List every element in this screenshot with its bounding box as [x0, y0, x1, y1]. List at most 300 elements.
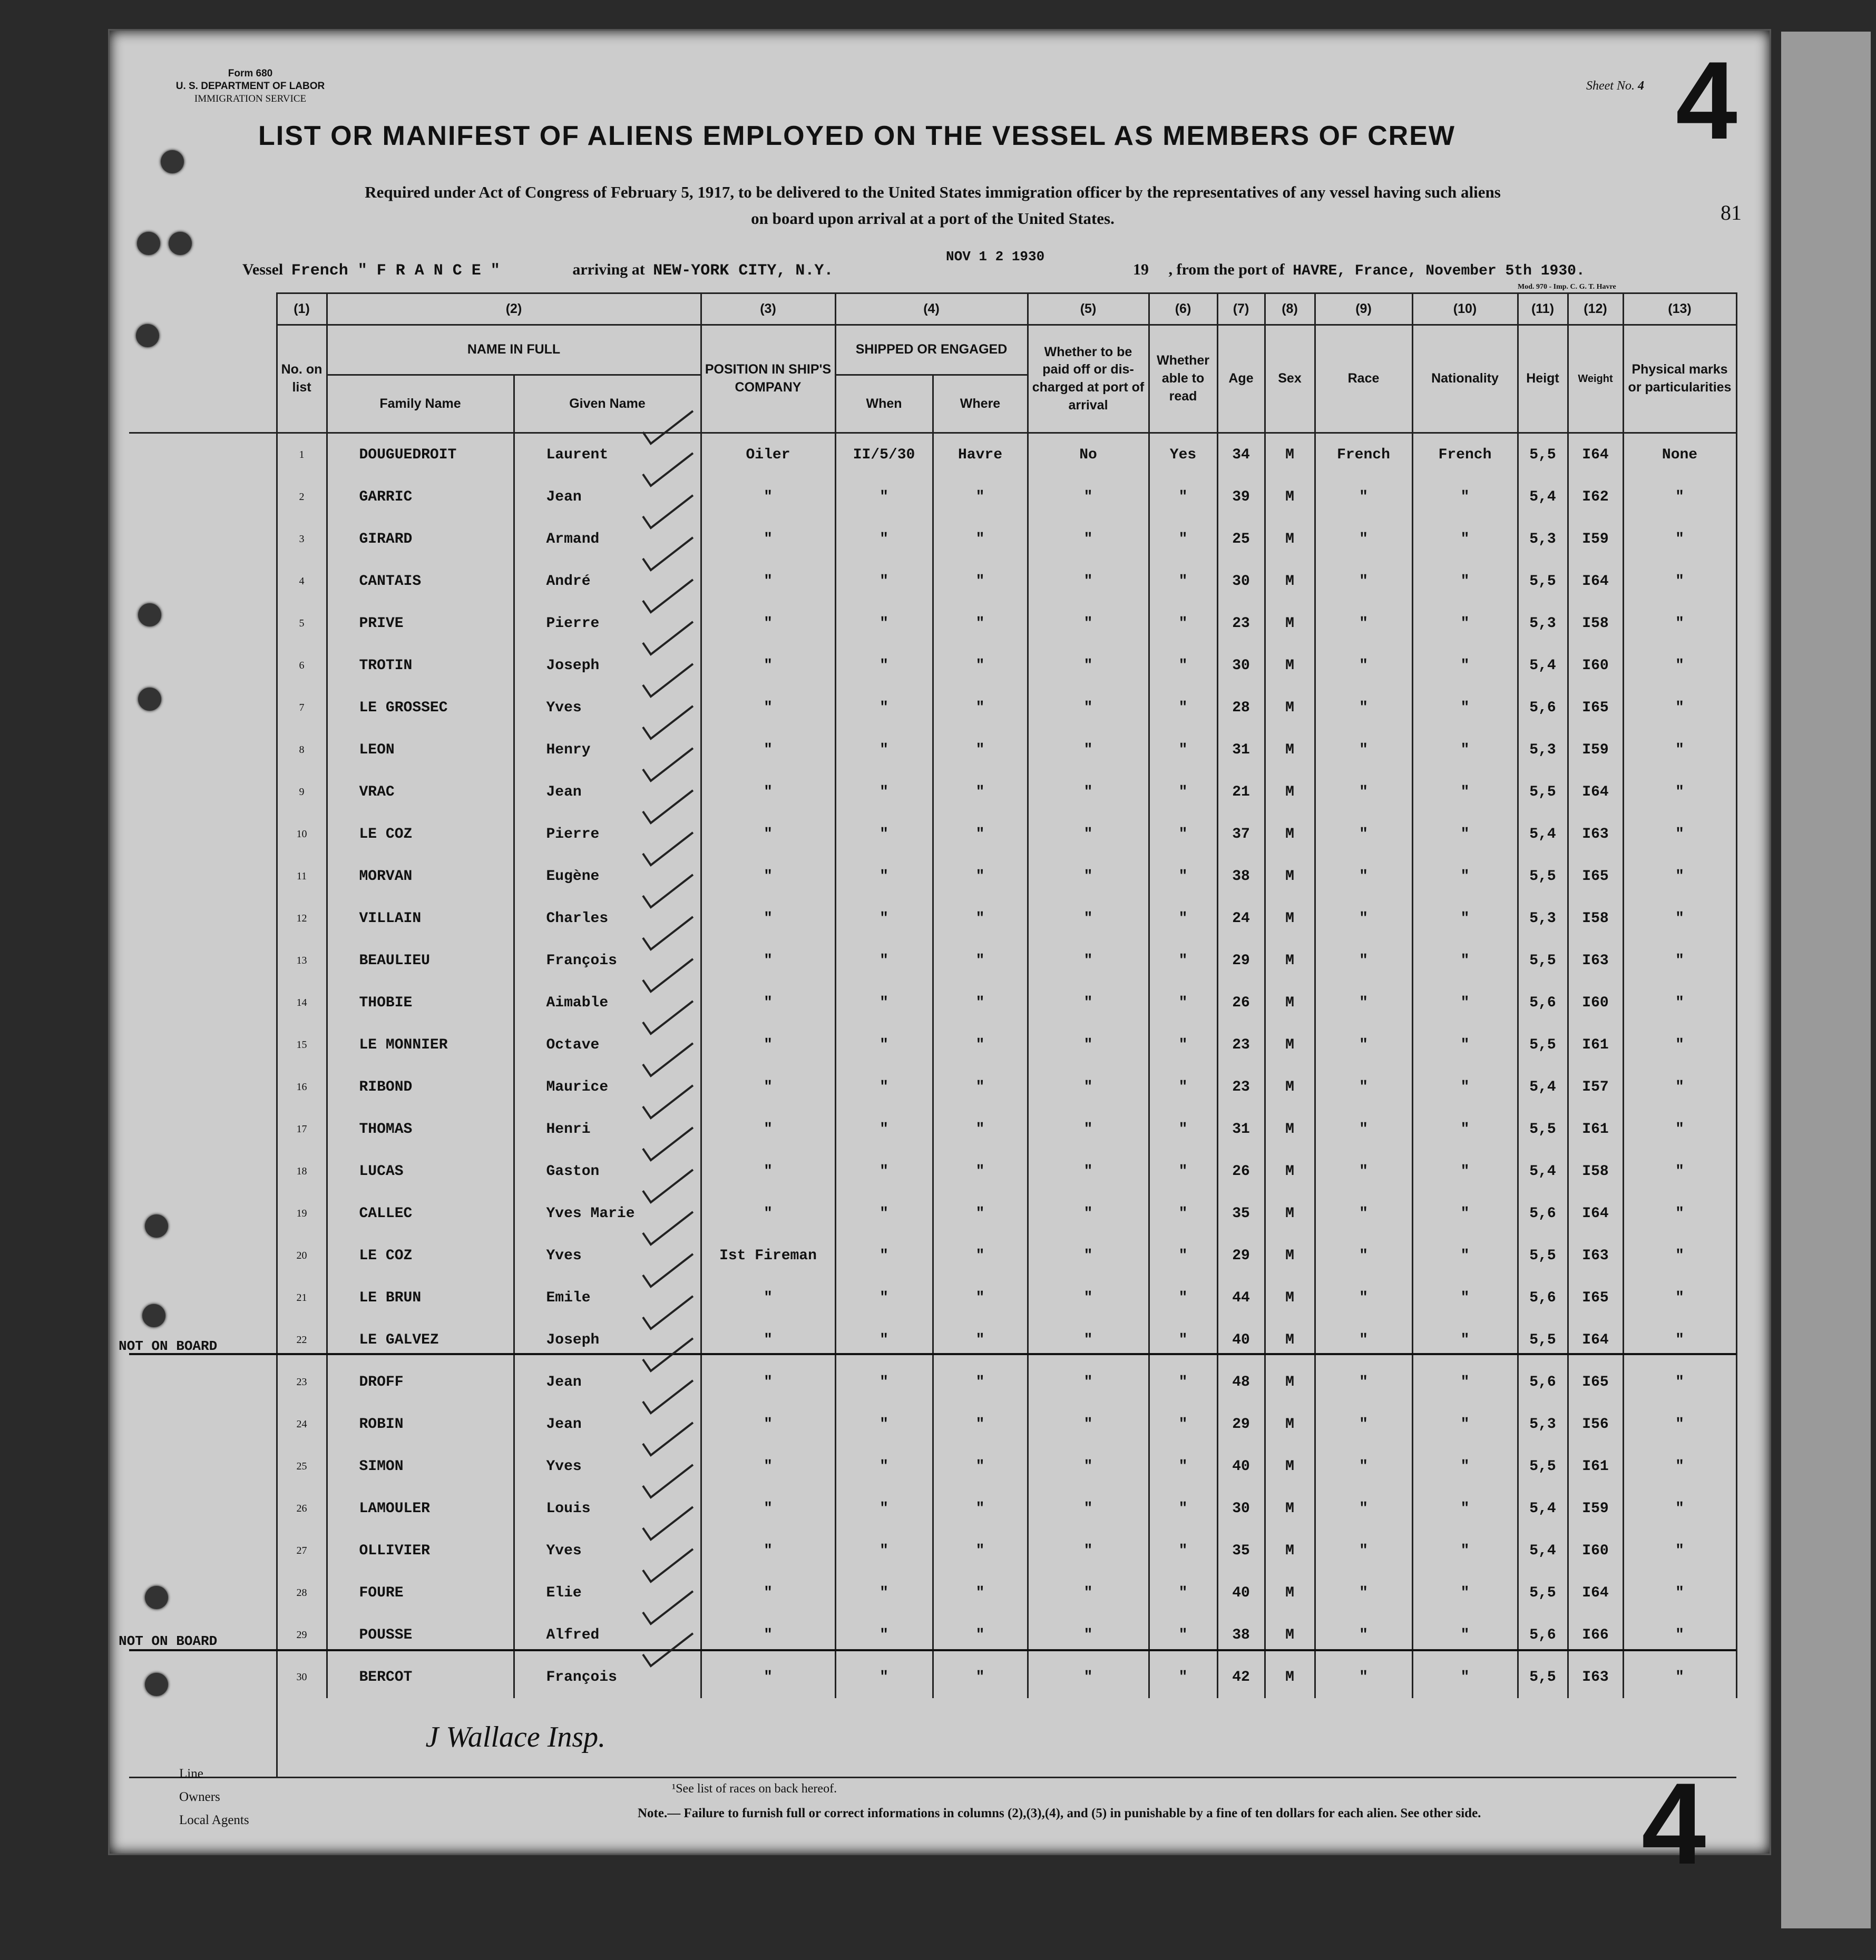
- checkmark: [643, 1380, 693, 1413]
- cell-race: ": [1315, 1530, 1412, 1572]
- cell-shipped-where: ": [933, 1024, 1028, 1066]
- margin-cell: [129, 687, 277, 729]
- cell-able-to-read: ": [1149, 1403, 1217, 1445]
- checkmark: [643, 832, 693, 865]
- table-row: [129, 1403, 1736, 1445]
- table-row: [129, 1150, 1736, 1192]
- cell-shipped-where: ": [933, 771, 1028, 813]
- vessel-value: French " F R A N C E ": [291, 262, 500, 280]
- table-row: [129, 1572, 1736, 1614]
- cell-age: 34: [1217, 433, 1265, 476]
- checkmark: [643, 917, 693, 949]
- cell-paid-off: ": [1028, 518, 1149, 560]
- table-row: [129, 1656, 1736, 1698]
- cell-race: ": [1315, 602, 1412, 644]
- cell-nationality: ": [1412, 1192, 1518, 1234]
- cell-family-name: CANTAIS: [327, 560, 514, 602]
- cell-nationality: ": [1412, 1234, 1518, 1277]
- cell-position: ": [701, 771, 835, 813]
- cell-race: ": [1315, 644, 1412, 687]
- table-row: [129, 897, 1736, 939]
- cell-shipped-when: ": [835, 813, 933, 855]
- footer-owners: Owners: [179, 1789, 220, 1804]
- cell-weight: I65: [1568, 1361, 1623, 1403]
- table-row: [129, 560, 1736, 602]
- cell-able-to-read: ": [1149, 982, 1217, 1024]
- cell-able-to-read: ": [1149, 855, 1217, 897]
- cell-shipped-when: ": [835, 1277, 933, 1319]
- cell-family-name: DOUGUEDROIT: [327, 433, 514, 476]
- cell-shipped-where: ": [933, 644, 1028, 687]
- table-row: [129, 1066, 1736, 1108]
- cell-position: ": [701, 1361, 835, 1403]
- table-row: [129, 982, 1736, 1024]
- cell-sex: M: [1265, 602, 1315, 644]
- page-title: LIST OR MANIFEST OF ALIENS EMPLOYED ON THE VESSEL AS MEMBERS OF CREW: [258, 121, 1455, 151]
- col-12-number: (12): [1568, 293, 1623, 325]
- cell-weight: I65: [1568, 855, 1623, 897]
- subtitle-line-2: on board upon arrival at a port of the United States.: [751, 209, 1115, 228]
- cell-age: 30: [1217, 644, 1265, 687]
- cell-able-to-read: ": [1149, 1530, 1217, 1572]
- cell-paid-off: No: [1028, 433, 1149, 476]
- cell-physical-marks: ": [1623, 771, 1736, 813]
- header-shipped: SHIPPED OR ENGAGED: [835, 325, 1028, 375]
- cell-given-name: Yves Marie: [514, 1192, 701, 1234]
- cell-given-name: Yves: [514, 1530, 701, 1572]
- col-11-number: (11): [1518, 293, 1568, 325]
- cell-able-to-read: ": [1149, 771, 1217, 813]
- cell-race: ": [1315, 1445, 1412, 1487]
- cell-paid-off: ": [1028, 1656, 1149, 1698]
- cell-shipped-where: ": [933, 1572, 1028, 1614]
- cell-no: 13: [277, 939, 327, 982]
- cell-shipped-where: ": [933, 1192, 1028, 1234]
- cell-age: 23: [1217, 1066, 1265, 1108]
- checkmark: [643, 537, 693, 570]
- cell-no: 20: [277, 1234, 327, 1277]
- voyage-line: [242, 261, 833, 280]
- cell-able-to-read: ": [1149, 813, 1217, 855]
- cell-weight: I60: [1568, 644, 1623, 687]
- cell-race: ": [1315, 1234, 1412, 1277]
- cell-shipped-where: ": [933, 939, 1028, 982]
- cell-sex: M: [1265, 1614, 1315, 1656]
- not-on-board-note: NOT ON BOARD: [119, 1338, 218, 1354]
- cell-weight: I61: [1568, 1445, 1623, 1487]
- cell-weight: I64: [1568, 1319, 1623, 1361]
- cell-sex: M: [1265, 1361, 1315, 1403]
- cell-physical-marks: ": [1623, 1319, 1736, 1361]
- table-row: [129, 1445, 1736, 1487]
- cell-position: ": [701, 1656, 835, 1698]
- cell-paid-off: ": [1028, 560, 1149, 602]
- cell-physical-marks: ": [1623, 813, 1736, 855]
- checkmark: [643, 580, 693, 612]
- cell-shipped-where: ": [933, 813, 1028, 855]
- margin-cell: [129, 1445, 277, 1487]
- cell-shipped-when: ": [835, 644, 933, 687]
- cell-nationality: ": [1412, 1361, 1518, 1403]
- margin-cell: [129, 813, 277, 855]
- cell-given-name: Yves: [514, 1445, 701, 1487]
- cell-paid-off: ": [1028, 897, 1149, 939]
- cell-given-name: Maurice: [514, 1066, 701, 1108]
- cell-paid-off: ": [1028, 1361, 1149, 1403]
- arriving-label: arriving at: [572, 261, 645, 278]
- cell-nationality: ": [1412, 1572, 1518, 1614]
- cell-paid-off: ": [1028, 1487, 1149, 1530]
- cell-position: Ist Fireman: [701, 1234, 835, 1277]
- cell-race: French: [1315, 433, 1412, 476]
- cell-physical-marks: ": [1623, 476, 1736, 518]
- col-9-number: (9): [1315, 293, 1412, 325]
- cell-age: 44: [1217, 1277, 1265, 1319]
- cell-age: 25: [1217, 518, 1265, 560]
- cell-height: 5,5: [1518, 1024, 1568, 1066]
- from-value: HAVRE, France, November 5th 1930.: [1293, 263, 1585, 279]
- cell-weight: I59: [1568, 1487, 1623, 1530]
- cell-height: 5,3: [1518, 897, 1568, 939]
- margin-cell: [129, 1361, 277, 1403]
- cell-given-name: François: [514, 1656, 701, 1698]
- cell-sex: M: [1265, 1108, 1315, 1150]
- cell-no: 1: [277, 433, 327, 476]
- cell-physical-marks: ": [1623, 518, 1736, 560]
- cell-given-name: Henry: [514, 729, 701, 771]
- cell-given-name: Alfred: [514, 1614, 701, 1656]
- sheet-value: 4: [1637, 79, 1644, 93]
- checkmark: [643, 1254, 693, 1287]
- cell-given-name: Jean: [514, 1403, 701, 1445]
- cell-given-name: Joseph: [514, 1319, 701, 1361]
- cell-nationality: ": [1412, 1150, 1518, 1192]
- cell-position: ": [701, 1277, 835, 1319]
- cell-sex: M: [1265, 1024, 1315, 1066]
- cell-sex: M: [1265, 1487, 1315, 1530]
- cell-nationality: ": [1412, 897, 1518, 939]
- cell-height: 5,4: [1518, 813, 1568, 855]
- cell-height: 5,4: [1518, 1530, 1568, 1572]
- cell-shipped-when: ": [835, 1656, 933, 1698]
- cell-no: 7: [277, 687, 327, 729]
- cell-given-name: Henri: [514, 1108, 701, 1150]
- cell-shipped-where: ": [933, 1108, 1028, 1150]
- cell-paid-off: ": [1028, 1234, 1149, 1277]
- cell-age: 31: [1217, 729, 1265, 771]
- cell-sex: M: [1265, 1234, 1315, 1277]
- cell-physical-marks: ": [1623, 1234, 1736, 1277]
- header-name-in-full: NAME IN FULL: [327, 325, 701, 375]
- cell-position: ": [701, 1403, 835, 1445]
- cell-shipped-when: ": [835, 939, 933, 982]
- margin-cell: [129, 433, 277, 476]
- margin-cell: [129, 1234, 277, 1277]
- cell-race: ": [1315, 1066, 1412, 1108]
- header-when: When: [835, 375, 933, 433]
- subtitle-line-1: Required under Act of Congress of February 5, 1917, to be delivered to the United States immigration officer by the representatives of any vessel having such aliens: [365, 183, 1501, 201]
- cell-physical-marks: ": [1623, 1108, 1736, 1150]
- cell-physical-marks: ": [1623, 982, 1736, 1024]
- cell-weight: I62: [1568, 476, 1623, 518]
- table-row: [129, 476, 1736, 518]
- crew-manifest-table: [129, 292, 1737, 1778]
- table-row: [129, 644, 1736, 687]
- table-row: [129, 687, 1736, 729]
- cell-weight: I60: [1568, 1530, 1623, 1572]
- header-weight: Weight: [1568, 325, 1623, 433]
- cell-nationality: ": [1412, 1403, 1518, 1445]
- cell-family-name: LUCAS: [327, 1150, 514, 1192]
- cell-sex: M: [1265, 1403, 1315, 1445]
- margin-cell: [129, 1530, 277, 1572]
- cell-shipped-where: ": [933, 560, 1028, 602]
- cell-able-to-read: ": [1149, 897, 1217, 939]
- cell-family-name: PRIVE: [327, 602, 514, 644]
- cell-height: 5,5: [1518, 1445, 1568, 1487]
- cell-no: 14: [277, 982, 327, 1024]
- cell-family-name: RIBOND: [327, 1066, 514, 1108]
- cell-shipped-where: ": [933, 1487, 1028, 1530]
- cell-position: ": [701, 518, 835, 560]
- table-row: [129, 855, 1736, 897]
- checkmark: [643, 664, 693, 697]
- cell-race: ": [1315, 897, 1412, 939]
- cell-given-name: Laurent: [514, 433, 701, 476]
- cell-paid-off: ": [1028, 687, 1149, 729]
- cell-shipped-when: ": [835, 1108, 933, 1150]
- cell-height: 5,4: [1518, 1150, 1568, 1192]
- cell-sex: M: [1265, 687, 1315, 729]
- cell-physical-marks: ": [1623, 1024, 1736, 1066]
- printer-mark: Mod. 970 - Imp. C. G. T. Havre: [1518, 283, 1616, 291]
- cell-nationality: ": [1412, 1614, 1518, 1656]
- cell-weight: I64: [1568, 771, 1623, 813]
- cell-physical-marks: ": [1623, 1277, 1736, 1319]
- cell-able-to-read: ": [1149, 476, 1217, 518]
- cell-shipped-when: ": [835, 1361, 933, 1403]
- cell-position: ": [701, 855, 835, 897]
- cell-sex: M: [1265, 560, 1315, 602]
- cell-weight: I60: [1568, 982, 1623, 1024]
- checkmark: [643, 875, 693, 907]
- cell-able-to-read: ": [1149, 560, 1217, 602]
- checkmark: [643, 1170, 693, 1202]
- cell-able-to-read: ": [1149, 1108, 1217, 1150]
- cell-age: 28: [1217, 687, 1265, 729]
- table-row: [129, 1024, 1736, 1066]
- cell-family-name: THOBIE: [327, 982, 514, 1024]
- cell-shipped-where: ": [933, 1614, 1028, 1656]
- cell-shipped-where: ": [933, 1445, 1028, 1487]
- cell-paid-off: ": [1028, 939, 1149, 982]
- cell-age: 35: [1217, 1192, 1265, 1234]
- cell-shipped-where: ": [933, 518, 1028, 560]
- cell-able-to-read: ": [1149, 1024, 1217, 1066]
- cell-age: 21: [1217, 771, 1265, 813]
- cell-given-name: Jean: [514, 771, 701, 813]
- header-nationality: Nationality: [1412, 325, 1518, 433]
- cell-able-to-read: ": [1149, 518, 1217, 560]
- table-row: [129, 518, 1736, 560]
- cell-given-name: François: [514, 939, 701, 982]
- arrival-stamp: NOV 1 2 1930: [946, 249, 1045, 264]
- cell-position: ": [701, 729, 835, 771]
- cell-family-name: VILLAIN: [327, 897, 514, 939]
- cell-nationality: ": [1412, 771, 1518, 813]
- cell-height: 5,6: [1518, 1192, 1568, 1234]
- checkmark: [643, 1043, 693, 1076]
- table-row: [129, 433, 1736, 476]
- cell-no: 28: [277, 1572, 327, 1614]
- cell-physical-marks: ": [1623, 855, 1736, 897]
- cell-shipped-when: ": [835, 602, 933, 644]
- cell-no: 6: [277, 644, 327, 687]
- cell-weight: I64: [1568, 560, 1623, 602]
- cell-family-name: VRAC: [327, 771, 514, 813]
- cell-age: 48: [1217, 1361, 1265, 1403]
- cell-height: 5,3: [1518, 602, 1568, 644]
- cell-height: 5,5: [1518, 1656, 1568, 1698]
- cell-weight: I61: [1568, 1024, 1623, 1066]
- cell-nationality: ": [1412, 1277, 1518, 1319]
- margin-cell: [129, 1066, 277, 1108]
- cell-age: 39: [1217, 476, 1265, 518]
- cell-race: ": [1315, 771, 1412, 813]
- cell-height: 5,5: [1518, 560, 1568, 602]
- not-on-board-note: NOT ON BOARD: [119, 1633, 218, 1649]
- cell-height: 5,5: [1518, 1572, 1568, 1614]
- header-where: Where: [933, 375, 1028, 433]
- strike-line-row-29: [129, 1649, 1736, 1651]
- cell-race: ": [1315, 982, 1412, 1024]
- cell-age: 40: [1217, 1572, 1265, 1614]
- cell-race: ": [1315, 518, 1412, 560]
- cell-shipped-when: ": [835, 518, 933, 560]
- checkmark: [643, 1591, 693, 1624]
- sheet-number: [1586, 79, 1644, 93]
- cell-given-name: Emile: [514, 1277, 701, 1319]
- cell-family-name: LE GROSSEC: [327, 687, 514, 729]
- cell-paid-off: ": [1028, 1614, 1149, 1656]
- margin-cell: [129, 1277, 277, 1319]
- margin-cell: [129, 476, 277, 518]
- cell-family-name: ROBIN: [327, 1403, 514, 1445]
- header-paid-off: Whether to be paid off or dis-charged at port of arrival: [1028, 325, 1149, 433]
- cell-paid-off: ": [1028, 602, 1149, 644]
- cell-race: ": [1315, 1361, 1412, 1403]
- cell-physical-marks: ": [1623, 1614, 1736, 1656]
- cell-given-name: Louis: [514, 1487, 701, 1530]
- cell-paid-off: ": [1028, 1066, 1149, 1108]
- cell-family-name: LAMOULER: [327, 1487, 514, 1530]
- cell-weight: I63: [1568, 813, 1623, 855]
- page-number: 81: [1721, 201, 1742, 224]
- table-row: [129, 939, 1736, 982]
- cell-height: 5,6: [1518, 1614, 1568, 1656]
- form-header: [163, 67, 337, 105]
- cell-race: ": [1315, 1108, 1412, 1150]
- cell-able-to-read: ": [1149, 729, 1217, 771]
- cell-given-name: Joseph: [514, 644, 701, 687]
- cell-age: 30: [1217, 560, 1265, 602]
- cell-nationality: ": [1412, 1319, 1518, 1361]
- cell-able-to-read: Yes: [1149, 433, 1217, 476]
- cell-weight: I63: [1568, 939, 1623, 982]
- cell-shipped-when: ": [835, 855, 933, 897]
- cell-nationality: ": [1412, 602, 1518, 644]
- cell-paid-off: ": [1028, 855, 1149, 897]
- cell-family-name: CALLEC: [327, 1192, 514, 1234]
- cell-height: 5,3: [1518, 729, 1568, 771]
- checkmark: [643, 1507, 693, 1540]
- margin-cell: [129, 855, 277, 897]
- cell-shipped-when: ": [835, 1192, 933, 1234]
- checkmark: [643, 411, 693, 444]
- cell-sex: M: [1265, 476, 1315, 518]
- cell-physical-marks: ": [1623, 1066, 1736, 1108]
- cell-age: 37: [1217, 813, 1265, 855]
- cell-given-name: André: [514, 560, 701, 602]
- cell-age: 24: [1217, 897, 1265, 939]
- cell-position: ": [701, 687, 835, 729]
- cell-shipped-when: ": [835, 1319, 933, 1361]
- cell-paid-off: ": [1028, 813, 1149, 855]
- cell-no: 2: [277, 476, 327, 518]
- department: U. S. DEPARTMENT OF LABOR: [175, 80, 325, 92]
- table-row: [129, 1487, 1736, 1530]
- cell-able-to-read: ": [1149, 1277, 1217, 1319]
- cell-shipped-where: ": [933, 1150, 1028, 1192]
- cell-no: 12: [277, 897, 327, 939]
- cell-height: 5,5: [1518, 855, 1568, 897]
- footer-line: Line: [179, 1767, 203, 1781]
- cell-nationality: ": [1412, 518, 1518, 560]
- checkmark: [643, 1001, 693, 1034]
- cell-paid-off: ": [1028, 771, 1149, 813]
- cell-nationality: ": [1412, 939, 1518, 982]
- checkmark: [643, 495, 693, 528]
- sheet-mark: 4: [1676, 38, 1737, 162]
- cell-height: 5,6: [1518, 1277, 1568, 1319]
- cell-paid-off: ": [1028, 1403, 1149, 1445]
- cell-able-to-read: ": [1149, 1066, 1217, 1108]
- checkmark: [643, 1296, 693, 1329]
- cell-physical-marks: ": [1623, 602, 1736, 644]
- cell-paid-off: ": [1028, 729, 1149, 771]
- cell-height: 5,5: [1518, 1234, 1568, 1277]
- margin-cell: [129, 1150, 277, 1192]
- cell-family-name: THOMAS: [327, 1108, 514, 1150]
- footer-local-agents: Local Agents: [179, 1812, 249, 1827]
- cell-paid-off: ": [1028, 1572, 1149, 1614]
- cell-shipped-where: Havre: [933, 433, 1028, 476]
- checkmark: [643, 1633, 693, 1666]
- cell-shipped-when: ": [835, 1614, 933, 1656]
- cell-nationality: ": [1412, 1656, 1518, 1698]
- cell-no: 16: [277, 1066, 327, 1108]
- cell-no: 23: [277, 1361, 327, 1403]
- cell-race: ": [1315, 939, 1412, 982]
- cell-family-name: LE MONNIER: [327, 1024, 514, 1066]
- cell-race: ": [1315, 1150, 1412, 1192]
- cell-shipped-where: ": [933, 729, 1028, 771]
- cell-shipped-where: ": [933, 1277, 1028, 1319]
- margin-column: [129, 293, 277, 433]
- margin-cell: [129, 982, 277, 1024]
- cell-shipped-where: ": [933, 1319, 1028, 1361]
- cell-shipped-when: ": [835, 1572, 933, 1614]
